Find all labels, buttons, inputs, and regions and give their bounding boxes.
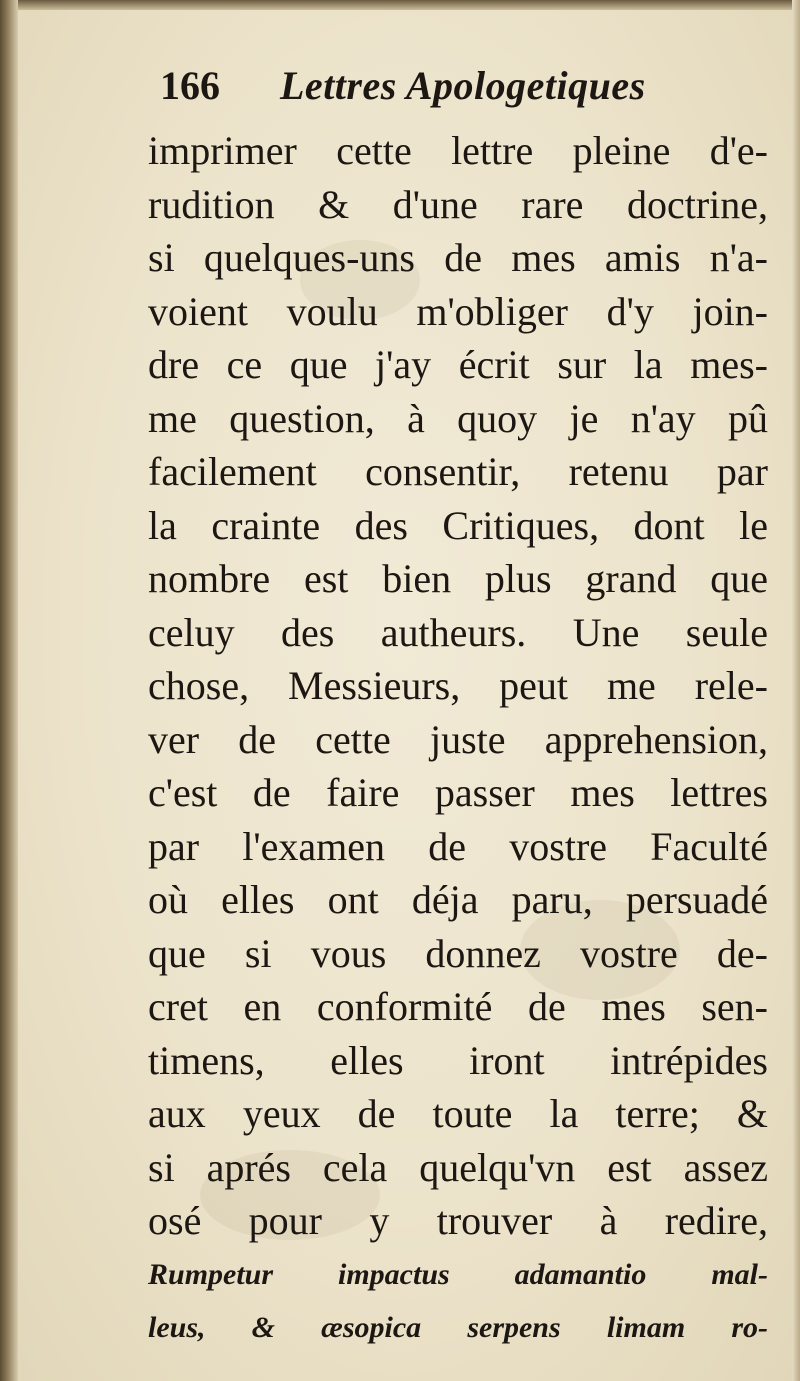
- text-line: ver de cette juste apprehension,: [148, 716, 768, 762]
- page-top-edge: [0, 0, 800, 10]
- italic-quote-line: Rumpetur impactus adamantio mal-: [148, 1257, 768, 1291]
- text-line: me question, à quoy je n'ay pû: [148, 395, 768, 441]
- text-line: si quelques-uns de mes amis n'a-: [148, 235, 768, 280]
- text-line: timens, elles iront intrépides: [148, 1037, 768, 1083]
- text-line: chose, Messieurs, peut me rele-: [148, 663, 768, 708]
- text-line: la crainte des Critiques, dont le: [148, 502, 768, 548]
- text-line: osé pour y trouver à redire,: [148, 1198, 768, 1243]
- text-line: dre ce que j'ay écrit sur la mes-: [148, 342, 768, 387]
- text-line: que si vous donnez vostre de-: [148, 930, 768, 976]
- text-line: si aprés cela quelqu'vn est assez: [148, 1144, 768, 1190]
- text-line: imprimer cette lettre pleine d'e-: [148, 128, 768, 173]
- text-line: aux yeux de toute la terre; &: [148, 1091, 768, 1136]
- text-line: rudition & d'une rare doctrine,: [148, 181, 768, 227]
- page-number: 166: [160, 63, 220, 108]
- text-line: facilement consentir, retenu par: [148, 449, 768, 494]
- text-line: cret en conformité de mes sen-: [148, 984, 768, 1029]
- text-line: celuy des autheurs. Une seule: [148, 609, 768, 655]
- text-line: où elles ont déja paru, persuadé: [148, 877, 768, 922]
- italic-quote-line: leus, & æsopica serpens limam ro-: [148, 1311, 768, 1344]
- running-title: Lettres Apologetiques: [280, 63, 646, 108]
- text-line: c'est de faire passer mes lettres: [148, 770, 768, 815]
- book-gutter: [0, 0, 18, 1381]
- page-header: [148, 62, 768, 124]
- text-line: voient voulu m'obliger d'y join-: [148, 288, 768, 334]
- page-text: [148, 62, 768, 1355]
- text-line: nombre est bien plus grand que: [148, 556, 768, 601]
- page-right-edge: [792, 0, 800, 1381]
- text-line: par l'examen de vostre Faculté: [148, 823, 768, 869]
